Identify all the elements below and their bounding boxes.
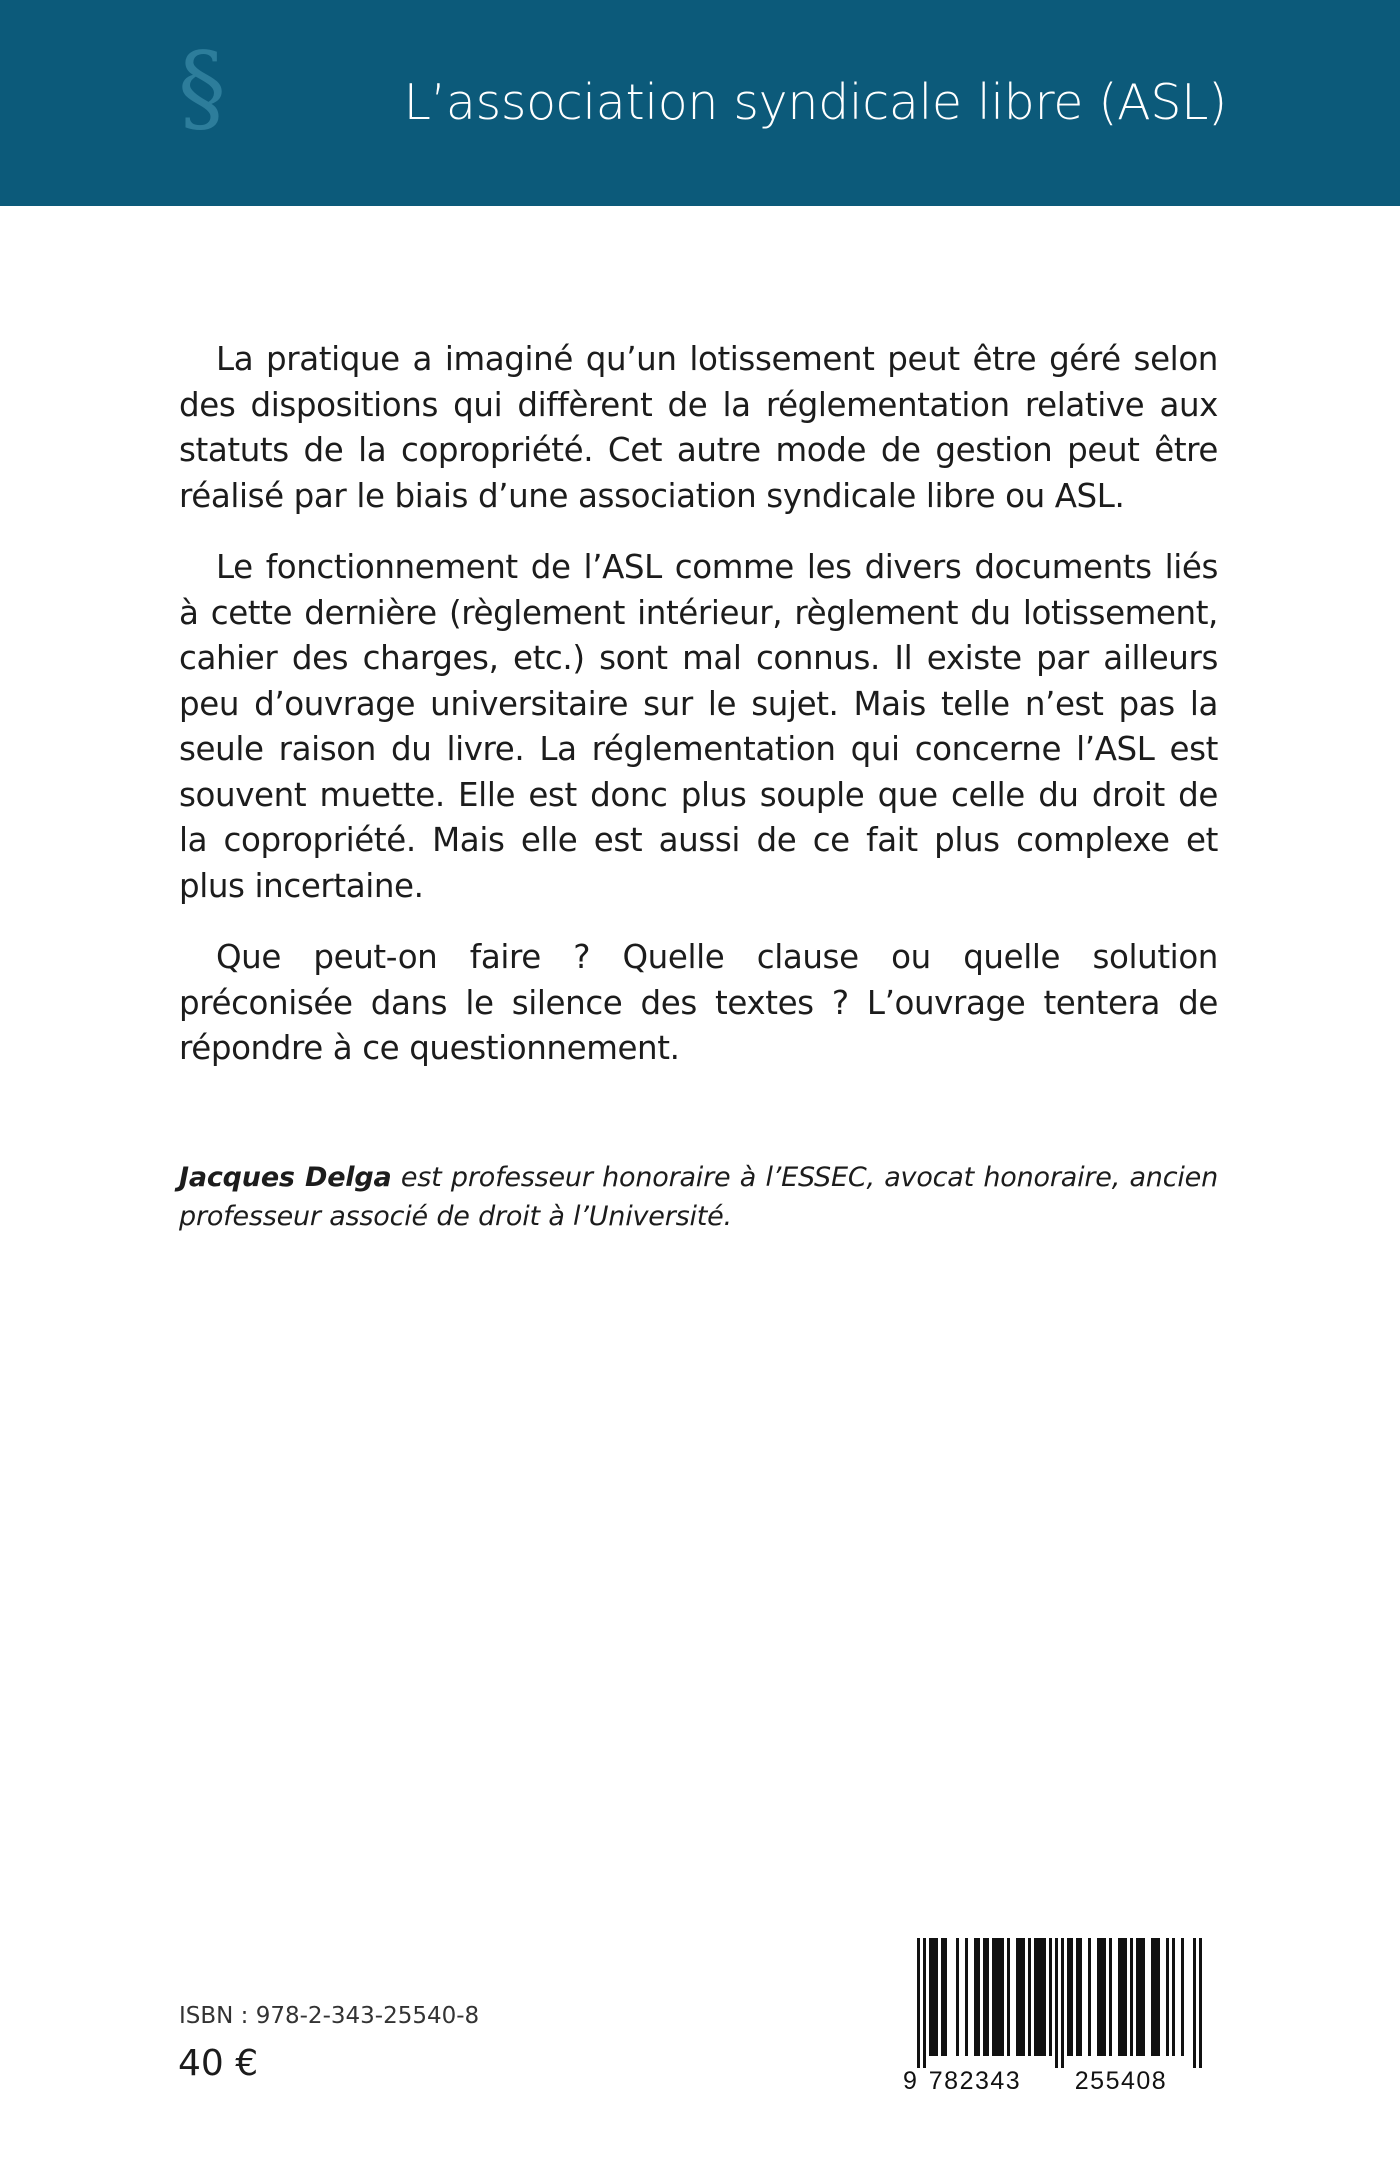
barcode-bar bbox=[1007, 1938, 1010, 2056]
author-bio bbox=[179, 1158, 1218, 1236]
barcode-bar bbox=[1097, 1938, 1100, 2056]
barcode-bar bbox=[929, 1938, 932, 2056]
barcode-bar bbox=[974, 1938, 977, 2056]
barcode-bar bbox=[1061, 1938, 1064, 2068]
barcode-bar bbox=[1193, 1938, 1196, 2068]
barcode-bar bbox=[1181, 1938, 1184, 2056]
author-bio-text: est professeur honoraire à l’ESSEC, avocat honoraire, ancien professeur associé de droit à l’Université. bbox=[179, 1162, 1218, 1232]
barcode-bar bbox=[1055, 1938, 1058, 2068]
barcode-bar bbox=[983, 1938, 986, 2056]
barcode-bar bbox=[986, 1938, 989, 2056]
barcode-bar bbox=[932, 1938, 935, 2056]
barcode-bar bbox=[1043, 1938, 1046, 2056]
book-title: L’association syndicale libre (ASL) bbox=[403, 74, 1227, 131]
barcode-bar bbox=[1100, 1938, 1103, 2056]
barcode-bar bbox=[1172, 1938, 1175, 2056]
barcode-bar bbox=[1118, 1938, 1121, 2056]
barcode-bar bbox=[1022, 1938, 1025, 2056]
barcode-bar bbox=[1124, 1938, 1127, 2056]
summary-paragraph-2: Le fonctionnement de l’ASL comme les divers documents liés à cette dernière (règlement intérieur, règlement du lotissement, cahier des charges, etc.) sont mal connus. Il existe par ailleurs peu d’ouvrage universitaire sur le sujet. Mais telle n’est pas la seule raison du livre. La réglementation qui concerne l’ASL est souvent muette. Elle est donc plus souple que celle du droit de la copropriété. Mais elle est aussi de ce fait plus complexe et plus incertaine. bbox=[179, 548, 1218, 905]
barcode-bar bbox=[1001, 1938, 1004, 2056]
barcode-bar bbox=[1040, 1938, 1043, 2056]
barcode-bar bbox=[956, 1938, 959, 2056]
barcode-bar bbox=[1166, 1938, 1169, 2056]
barcode-bar bbox=[917, 1938, 920, 2068]
barcode-bar bbox=[998, 1938, 1001, 2056]
summary-paragraph-3: Que peut-on faire ? Quelle clause ou quelle solution préconisée dans le silence des textes ? L’ouvrage tentera de répondre à ce questionnement. bbox=[179, 938, 1218, 1067]
section-symbol-icon: § bbox=[178, 32, 226, 144]
isbn-label: ISBN : 978-2-343-25540-8 bbox=[179, 2003, 480, 2029]
barcode-bar bbox=[1103, 1938, 1106, 2056]
barcode-bar bbox=[1088, 1938, 1091, 2056]
barcode-bar bbox=[1151, 1938, 1154, 2056]
barcode-bar bbox=[1130, 1938, 1133, 2056]
back-cover-summary bbox=[179, 337, 1218, 1098]
barcode-digits-left: 782343 bbox=[928, 2067, 1022, 2094]
barcode-bar bbox=[1121, 1938, 1124, 2056]
summary-paragraph-1: La pratique a imaginé qu’un lotissement peut être géré selon des dispositions qui diffèrent de la réglementation relative aux statuts de la copropriété. Cet autre mode de gestion peut être réalisé par le biais d’une association syndicale libre ou ASL. bbox=[179, 340, 1218, 515]
barcode-bar bbox=[1139, 1938, 1142, 2056]
barcode-bar bbox=[1157, 1938, 1160, 2056]
barcode-bar bbox=[1019, 1938, 1022, 2056]
barcode-bar bbox=[977, 1938, 980, 2056]
author-name: Jacques Delga bbox=[179, 1162, 392, 1193]
header-banner bbox=[0, 0, 1400, 206]
barcode-bar bbox=[1049, 1938, 1052, 2056]
barcode-bar bbox=[1028, 1938, 1031, 2056]
barcode-bar bbox=[1034, 1938, 1037, 2056]
barcode-graphic bbox=[895, 1934, 1221, 2094]
barcode-bar bbox=[965, 1938, 968, 2056]
barcode-bar bbox=[992, 1938, 995, 2056]
barcode-bar bbox=[944, 1938, 947, 2056]
barcode-bar bbox=[1079, 1938, 1082, 2056]
barcode-bar bbox=[1154, 1938, 1157, 2056]
barcode-bar bbox=[923, 1938, 926, 2068]
barcode-bar bbox=[1142, 1938, 1145, 2056]
barcode-bar bbox=[941, 1938, 944, 2056]
barcode-bar bbox=[1016, 1938, 1019, 2056]
barcode-bar bbox=[1067, 1938, 1070, 2056]
barcode-bar bbox=[1076, 1938, 1079, 2056]
barcode-bar bbox=[1070, 1938, 1073, 2056]
barcode-bar bbox=[1109, 1938, 1112, 2056]
barcode-bar bbox=[1199, 1938, 1202, 2068]
barcode-bar bbox=[1136, 1938, 1139, 2056]
barcode-digit-lead: 9 bbox=[903, 2067, 917, 2094]
barcode-bar bbox=[995, 1938, 998, 2056]
barcode-digits-right: 255408 bbox=[1074, 2067, 1168, 2094]
barcode-bar bbox=[1037, 1938, 1040, 2056]
barcode-bar bbox=[935, 1938, 938, 2056]
price-label: 40 € bbox=[178, 2043, 259, 2084]
isbn-barcode bbox=[895, 1934, 1221, 2094]
